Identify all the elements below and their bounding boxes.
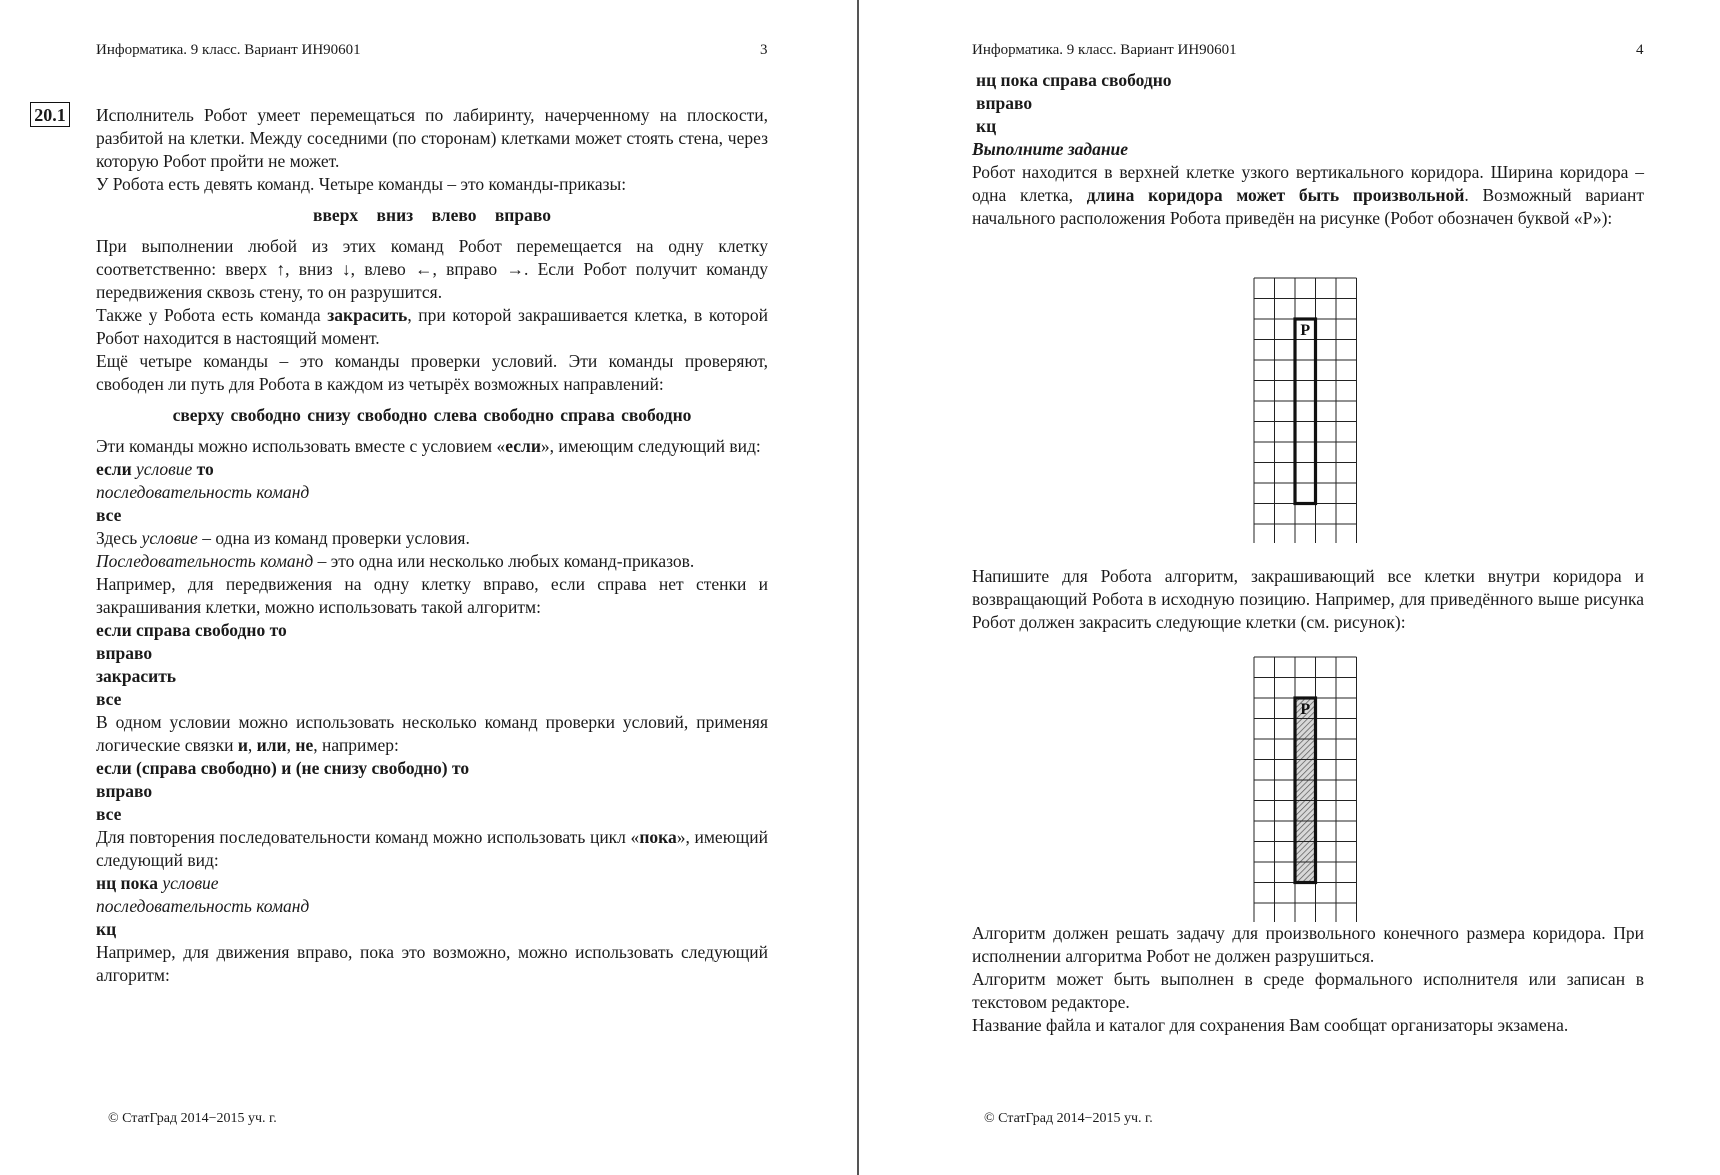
loop-example-line3: кц <box>976 116 997 136</box>
requirement-note: Алгоритм должен решать задачу для произвольного конечного размера коридора. При исполнении алгоритма Робот не должен разрушиться. <box>972 923 1644 966</box>
example1-intro: Например, для передвижения на одну клетку вправо, если справа нет стенки и закрашивания клетки, можно использовать такой алгоритм: <box>96 574 768 617</box>
example2-line1: если (справа свободно) и (не снизу свободно) то <box>96 758 470 778</box>
robot-marker: Р <box>1300 700 1311 718</box>
example1-line1: если справа свободно то <box>96 620 287 640</box>
shaded-cell <box>1295 739 1316 760</box>
task-number-badge: 20.1 <box>30 102 70 127</box>
left-page-header: Информатика. 9 класс. Вариант ИН90601 <box>96 42 361 58</box>
check-description: Ещё четыре команды – это команды проверки условий. Эти команды проверяют, свободен ли путь для Робота в каждом из четырёх возможных направлений: <box>96 351 768 394</box>
page-divider <box>857 0 859 1175</box>
loop-example-intro: Например, для движения вправо, пока это возможно, можно использовать следующий алгоритм: <box>96 942 768 985</box>
loop-syntax-line: нц пока условие <box>96 873 219 893</box>
right-body-mid <box>972 565 1644 634</box>
if-description: Эти команды можно использовать вместе с условием «если», имеющим следующий вид: <box>96 436 761 456</box>
algorithm-request: Напишите для Робота алгоритм, закрашивающий все клетки внутри коридора и возвращающий Робота в исходную позицию. Например, для приведённого выше рисунка Робот должен закрасить следующие клетки (см. рисунок): <box>972 566 1644 632</box>
loop-syntax-end: кц <box>96 919 117 939</box>
shaded-cell <box>1295 719 1316 740</box>
example1-line3: закрасить <box>96 666 177 686</box>
move-description: При выполнении любой из этих команд Робот перемещается на одну клетку соответственно: вверх ↑, вниз ↓, влево ←, вправо →. Если Робот получит команду передвижения сквозь стену, то он разрушится. <box>96 236 768 302</box>
if-syntax-end: все <box>96 505 122 525</box>
loop-example-line2: вправо <box>976 93 1033 113</box>
file-note: Название файла и каталог для сохранения Вам сообщат организаторы экзамена. <box>972 1015 1569 1035</box>
right-page-footer: © СтатГрад 2014−2015 уч. г. <box>984 1111 1153 1126</box>
right-page-header: Информатика. 9 класс. Вариант ИН90601 <box>972 42 1237 58</box>
logic-description: В одном условии можно использовать несколько команд проверки условий, применяя логические связки и, или, не, например: <box>96 712 768 755</box>
robot-marker: Р <box>1300 321 1311 339</box>
example1-line4: все <box>96 689 122 709</box>
shaded-cell <box>1295 842 1316 863</box>
shaded-cell <box>1295 801 1316 822</box>
check-commands: сверху свободно снизу свободно слева свободно справа свободно <box>172 405 692 425</box>
corridor-walls <box>1295 319 1316 504</box>
right-page-number: 4 <box>1636 42 1644 58</box>
left-page <box>0 0 858 1175</box>
commands-intro: У Робота есть девять команд. Четыре команды – это команды-приказы: <box>96 174 627 194</box>
left-body <box>96 104 768 987</box>
paint-description: Также у Робота есть команда закрасить, при которой закрашивается клетка, в которой Робот находится в настоящий момент. <box>96 305 769 348</box>
example2-line2: вправо <box>96 781 153 801</box>
left-page-number: 3 <box>760 42 768 58</box>
right-body-bottom <box>972 922 1644 1037</box>
condition-note: Здесь условие – одна из команд проверки условия. <box>96 528 470 548</box>
example2-line3: все <box>96 804 122 824</box>
environment-note: Алгоритм может быть выполнен в среде формального исполнителя или записан в текстовом редакторе. <box>972 969 1644 1012</box>
loop-description: Для повторения последовательности команд можно использовать цикл «пока», имеющий следующий вид: <box>96 827 768 870</box>
task-heading: Выполните задание <box>972 139 1129 159</box>
right-body-top <box>972 69 1644 230</box>
move-commands: вверх вниз влево вправо <box>313 205 551 225</box>
if-syntax-seq: последовательность команд <box>96 482 310 502</box>
loop-example-line1: нц пока справа свободно <box>976 70 1172 90</box>
sequence-note: Последовательность команд – это одна или несколько любых команд-приказов. <box>96 551 695 571</box>
corridor-shaded-figure <box>1252 655 1358 922</box>
shaded-cell <box>1295 821 1316 842</box>
shaded-cell <box>1295 780 1316 801</box>
shaded-cell <box>1295 760 1316 781</box>
shaded-cell <box>1295 862 1316 883</box>
intro-paragraph: Исполнитель Робот умеет перемещаться по лабиринту, начерченному на плоскости, разбитой на клетки. Между соседними (по сторонам) клетками может стоять стена, через которую Робот пройти не может. <box>96 105 768 171</box>
left-page-footer: © СтатГрад 2014−2015 уч. г. <box>108 1111 277 1126</box>
if-syntax-line: если условие то <box>96 459 214 479</box>
loop-syntax-seq: последовательность команд <box>96 896 310 916</box>
example1-line2: вправо <box>96 643 153 663</box>
corridor-start-figure <box>1252 276 1358 543</box>
task-description: Робот находится в верхней клетке узкого вертикального коридора. Ширина коридора – одна клетка, длина коридора может быть произвольной. Возможный вариант начального расположения Робота приведён на рисунке (Робот обозначен буквой «Р»): <box>972 162 1644 228</box>
right-page <box>861 0 1720 1175</box>
